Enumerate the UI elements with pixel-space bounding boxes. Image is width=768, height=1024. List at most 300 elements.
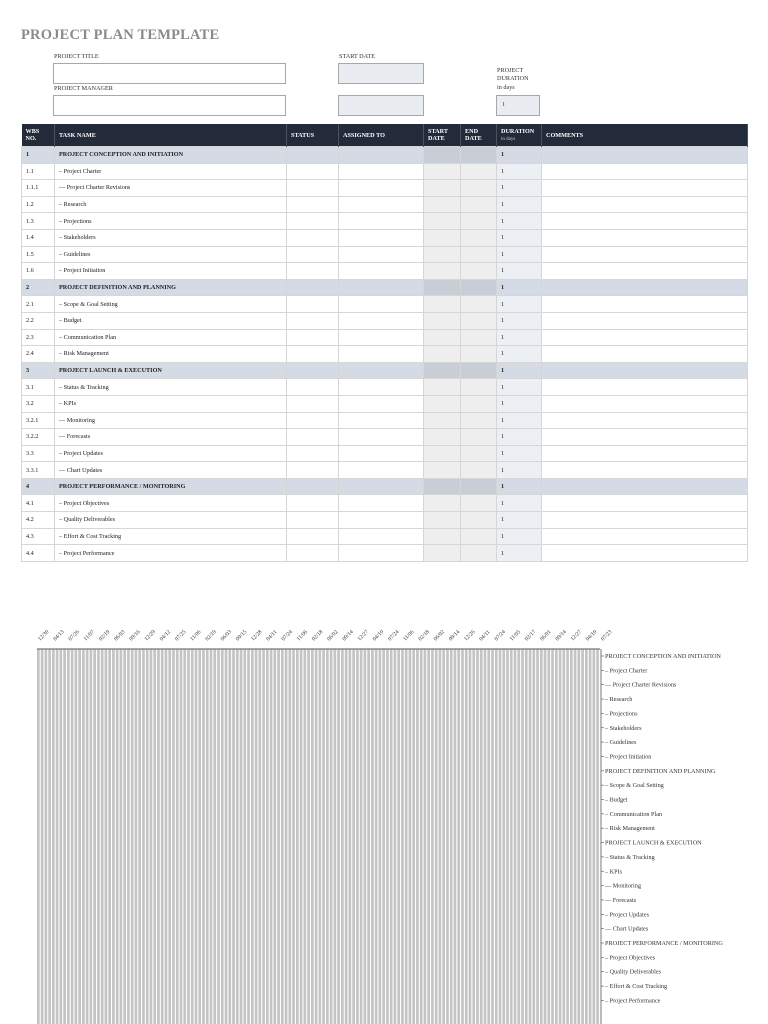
task-name-cell[interactable]: – Budget [55,312,287,329]
task-name-cell[interactable]: PROJECT LAUNCH & EXECUTION [55,362,287,379]
gantt-column-bar [157,649,160,1024]
assigned-to-cell[interactable] [339,346,424,363]
project-manager-field[interactable] [53,95,286,116]
gantt-column-bar [544,649,547,1024]
table-row [22,263,748,280]
task-name-cell[interactable]: – Risk Management [55,346,287,363]
table-row [22,312,748,329]
duration-cell[interactable]: 1 [497,296,542,313]
status-cell[interactable] [287,478,339,495]
wbs-cell[interactable]: 1.1.1 [22,180,55,197]
end-date-cell[interactable] [461,495,497,512]
wbs-cell[interactable]: 3.3.1 [22,462,55,479]
col-comments: COMMENTS [542,124,748,147]
assigned-to-cell[interactable] [339,545,424,562]
start-date-cell[interactable] [424,229,461,246]
gantt-column-bar [187,649,190,1024]
wbs-cell[interactable]: 1.2 [22,196,55,213]
gantt-column-bar [288,649,291,1024]
start-date-cell[interactable] [424,147,461,164]
end-date-cell[interactable] [461,279,497,296]
wbs-cell[interactable]: 4.1 [22,495,55,512]
start-date-cell[interactable] [424,196,461,213]
comments-cell[interactable] [542,429,748,446]
status-cell[interactable] [287,180,339,197]
duration-label-line1: PROJECT [497,67,524,74]
gantt-column-bar [183,649,186,1024]
wbs-cell[interactable]: 3.2 [22,395,55,412]
assigned-to-cell[interactable] [339,329,424,346]
gantt-column-bar [345,649,348,1024]
status-cell[interactable] [287,395,339,412]
start-date-cell[interactable] [424,512,461,529]
comments-cell[interactable] [542,445,748,462]
start-date-cell[interactable] [424,263,461,280]
start-date-cell[interactable] [424,478,461,495]
assigned-to-cell[interactable] [339,263,424,280]
status-cell[interactable] [287,163,339,180]
wbs-cell[interactable]: 1.5 [22,246,55,263]
end-date-cell[interactable] [461,412,497,429]
gantt-column-bar [446,649,449,1024]
status-cell[interactable] [287,512,339,529]
gantt-date-label: 07/25 [174,629,188,643]
project-title-label: PROJECT TITLE [54,53,99,60]
gantt-task-label: PROJECT DEFINITION AND PLANNING [605,767,716,775]
duration-cell[interactable]: 1 [497,312,542,329]
comments-cell[interactable] [542,147,748,164]
end-date-cell[interactable] [461,163,497,180]
duration-cell[interactable]: 1 [497,213,542,230]
duration-cell[interactable]: 1 [497,346,542,363]
status-cell[interactable] [287,196,339,213]
gantt-column-bar [439,649,442,1024]
task-name-cell[interactable]: – Project Initiation [55,263,287,280]
start-date-cell[interactable] [424,163,461,180]
task-name-cell[interactable]: — Monitoring [55,412,287,429]
comments-cell[interactable] [542,362,748,379]
gantt-column-bar [491,649,494,1024]
gantt-column-bar [461,649,464,1024]
gantt-column-bar [221,649,224,1024]
assigned-to-cell[interactable] [339,495,424,512]
task-name-cell[interactable]: – Status & Tracking [55,379,287,396]
table-section-row [22,478,748,495]
gantt-column-bar [341,649,344,1024]
table-row [22,512,748,529]
end-date-cell[interactable] [461,246,497,263]
gantt-column-bar [484,649,487,1024]
start-date-cell[interactable] [424,346,461,363]
duration-cell[interactable]: 1 [497,395,542,412]
duration-cell[interactable]: 1 [497,246,542,263]
project-plan-table [21,124,748,562]
status-cell[interactable] [287,263,339,280]
gantt-task-label: – KPIs [605,868,623,876]
gantt-date-label: 12/26 [463,629,477,643]
gantt-task-label: — Project Charter Revisions [605,681,677,689]
gantt-column-bar [202,649,205,1024]
assigned-to-cell[interactable] [339,379,424,396]
end-date-cell[interactable] [461,329,497,346]
duration-cell[interactable]: 1 [497,429,542,446]
gantt-task-label: — Monitoring [605,882,641,890]
table-section-row [22,147,748,164]
start-date-cell[interactable] [424,362,461,379]
gantt-column-bar [247,649,250,1024]
gantt-date-label: 07/23 [600,629,614,643]
comments-cell[interactable] [542,545,748,562]
comments-cell[interactable] [542,213,748,230]
gantt-date-label: 04/11 [478,629,492,643]
table-row [22,296,748,313]
duration-cell[interactable]: 1 [497,329,542,346]
end-date-cell[interactable] [461,545,497,562]
gantt-column-bar [75,649,78,1024]
status-cell[interactable] [287,147,339,164]
status-cell[interactable] [287,362,339,379]
comments-cell[interactable] [542,462,748,479]
task-name-cell[interactable]: PROJECT CONCEPTION AND INITIATION [55,147,287,164]
task-name-cell[interactable]: – Research [55,196,287,213]
comments-cell[interactable] [542,296,748,313]
task-name-cell[interactable]: – Stakeholders [55,229,287,246]
wbs-cell[interactable]: 1.3 [22,213,55,230]
comments-cell[interactable] [542,329,748,346]
gantt-task-label: PROJECT CONCEPTION AND INITIATION [605,653,721,660]
gantt-column-bar [180,649,183,1024]
assigned-to-cell[interactable] [339,362,424,379]
start-date-cell[interactable] [424,213,461,230]
gantt-task-label: – Communication Plan [605,810,663,818]
duration-cell[interactable]: 1 [497,263,542,280]
comments-cell[interactable] [542,495,748,512]
comments-cell[interactable] [542,346,748,363]
gantt-date-label: 02/17 [524,629,538,643]
start-date-cell[interactable] [424,528,461,545]
table-row [22,196,748,213]
duration-label-line3: in days [497,84,515,91]
wbs-cell[interactable]: 3.1 [22,379,55,396]
assigned-to-cell[interactable] [339,462,424,479]
wbs-cell[interactable]: 1.1 [22,163,55,180]
task-name-cell[interactable]: – Effort & Cost Tracking [55,528,287,545]
end-date-cell[interactable] [461,462,497,479]
wbs-cell[interactable]: 3 [22,362,55,379]
end-date-cell[interactable] [461,512,497,529]
task-name-cell[interactable]: – Project Objectives [55,495,287,512]
wbs-cell[interactable]: 4.3 [22,528,55,545]
assigned-to-cell[interactable] [339,279,424,296]
start-date-cell[interactable] [424,312,461,329]
assigned-to-cell[interactable] [339,512,424,529]
wbs-cell[interactable]: 2.4 [22,346,55,363]
task-name-cell[interactable]: — Forecasts [55,429,287,446]
duration-cell[interactable]: 1 [497,478,542,495]
wbs-cell[interactable]: 4.2 [22,512,55,529]
duration-cell[interactable]: 1 [497,379,542,396]
end-date-cell[interactable] [461,312,497,329]
gantt-column-bar [135,649,138,1024]
comments-cell[interactable] [542,180,748,197]
comments-cell[interactable] [542,263,748,280]
duration-cell[interactable]: 1 [497,528,542,545]
end-date-cell[interactable] [461,429,497,446]
status-cell[interactable] [287,229,339,246]
task-name-cell[interactable]: – Communication Plan [55,329,287,346]
start-date-cell[interactable] [424,246,461,263]
comments-cell[interactable] [542,246,748,263]
task-name-cell[interactable]: PROJECT DEFINITION AND PLANNING [55,279,287,296]
gantt-column-bar [168,649,171,1024]
comments-cell[interactable] [542,196,748,213]
task-name-cell[interactable]: – Scope & Goal Setting [55,296,287,313]
col-end-date: END DATE [461,124,497,147]
duration-cell[interactable]: 1 [497,512,542,529]
gantt-column-bar [292,649,295,1024]
status-cell[interactable] [287,329,339,346]
gantt-column-bar [52,649,55,1024]
gantt-task-label: — Forecasts [605,896,637,904]
start-date-cell[interactable] [424,296,461,313]
assigned-to-cell[interactable] [339,412,424,429]
gantt-column-bar [349,649,352,1024]
end-date-cell[interactable] [461,362,497,379]
gantt-column-bar [326,649,329,1024]
duration-cell[interactable]: 1 [497,462,542,479]
status-cell[interactable] [287,412,339,429]
table-row [22,528,748,545]
col-start-date: START DATE [424,124,461,147]
start-date-cell[interactable] [424,445,461,462]
start-date-field[interactable] [338,63,424,84]
comments-cell[interactable] [542,279,748,296]
start-date-cell[interactable] [424,279,461,296]
gantt-column-bar [82,649,85,1024]
gantt-date-label: 12/27 [356,629,370,643]
gantt-column-bar [585,649,588,1024]
assigned-to-cell[interactable] [339,528,424,545]
assigned-to-cell[interactable] [339,229,424,246]
gantt-date-label: 12/28 [250,629,264,643]
gantt-column-bar [78,649,81,1024]
wbs-cell[interactable]: 2.3 [22,329,55,346]
gantt-column-bar [495,649,498,1024]
task-name-cell[interactable]: – Guidelines [55,246,287,263]
status-cell[interactable] [287,312,339,329]
col-assigned-to: ASSIGNED TO [339,124,424,147]
gantt-date-label: 09/14 [554,629,568,643]
wbs-cell[interactable]: 1 [22,147,55,164]
comments-cell[interactable] [542,412,748,429]
comments-cell[interactable] [542,478,748,495]
comments-cell[interactable] [542,395,748,412]
wbs-cell[interactable]: 1.6 [22,263,55,280]
assigned-to-cell[interactable] [339,246,424,263]
status-cell[interactable] [287,495,339,512]
status-cell[interactable] [287,279,339,296]
end-date-cell[interactable] [461,180,497,197]
duration-cell[interactable]: 1 [497,163,542,180]
start-date-cell[interactable] [424,379,461,396]
end-date-cell[interactable] [461,445,497,462]
start-date-cell[interactable] [424,495,461,512]
gantt-column-bar [303,649,306,1024]
start-date-cell[interactable] [424,545,461,562]
comments-cell[interactable] [542,379,748,396]
assigned-to-cell[interactable] [339,395,424,412]
end-date-cell[interactable] [461,147,497,164]
gantt-column-bar [581,649,584,1024]
duration-cell[interactable]: 1 [497,495,542,512]
status-cell[interactable] [287,379,339,396]
start-date-label: START DATE [339,53,375,60]
assigned-to-cell[interactable] [339,147,424,164]
end-date-cell[interactable] [461,478,497,495]
gantt-task-label: – Effort & Cost Tracking [605,983,668,991]
duration-cell[interactable]: 1 [497,545,542,562]
comments-cell[interactable] [542,528,748,545]
wbs-cell[interactable]: 3.2.1 [22,412,55,429]
duration-cell[interactable]: 1 [497,279,542,296]
secondary-date-field[interactable] [338,95,424,116]
comments-cell[interactable] [542,229,748,246]
task-name-cell[interactable]: – KPIs [55,395,287,412]
task-name-cell[interactable]: — Project Charter Revisions [55,180,287,197]
start-date-cell[interactable] [424,412,461,429]
gantt-column-bar [435,649,438,1024]
gantt-task-label: – Guidelines [605,739,637,747]
comments-cell[interactable] [542,163,748,180]
task-name-cell[interactable]: PROJECT PERFORMANCE / MONITORING [55,478,287,495]
status-cell[interactable] [287,346,339,363]
gantt-column-bar [153,649,156,1024]
end-date-cell[interactable] [461,229,497,246]
gantt-column-bar [431,649,434,1024]
assigned-to-cell[interactable] [339,478,424,495]
gantt-column-bar [112,649,115,1024]
task-name-cell[interactable]: — Chart Updates [55,462,287,479]
gantt-column-bar [311,649,314,1024]
gantt-column-bar [93,649,96,1024]
end-date-cell[interactable] [461,528,497,545]
gantt-column-bar [232,649,235,1024]
status-cell[interactable] [287,296,339,313]
gantt-date-label: 07/26 [67,629,81,643]
duration-cell[interactable]: 1 [497,180,542,197]
gantt-column-bar [427,649,430,1024]
gantt-column-bar [547,649,550,1024]
gantt-column-bar [228,649,231,1024]
end-date-cell[interactable] [461,196,497,213]
wbs-cell[interactable]: 4.4 [22,545,55,562]
end-date-cell[interactable] [461,213,497,230]
gantt-column-bar [277,649,280,1024]
assigned-to-cell[interactable] [339,163,424,180]
wbs-cell[interactable]: 3.3 [22,445,55,462]
gantt-column-bar [315,649,318,1024]
assigned-to-cell[interactable] [339,180,424,197]
wbs-cell[interactable]: 2.2 [22,312,55,329]
gantt-date-label: 04/11 [265,629,279,643]
assigned-to-cell[interactable] [339,213,424,230]
status-cell[interactable] [287,545,339,562]
gantt-column-bar [566,649,569,1024]
end-date-cell[interactable] [461,395,497,412]
wbs-cell[interactable]: 2.1 [22,296,55,313]
task-name-cell[interactable]: – Project Performance [55,545,287,562]
end-date-cell[interactable] [461,296,497,313]
assigned-to-cell[interactable] [339,196,424,213]
gantt-date-label: 06/02 [326,629,340,643]
assigned-to-cell[interactable] [339,296,424,313]
status-cell[interactable] [287,528,339,545]
duration-cell[interactable]: 1 [497,196,542,213]
gantt-column-bar [559,649,562,1024]
gantt-column-bar [364,649,367,1024]
duration-cell[interactable]: 1 [497,229,542,246]
gantt-column-bar [45,649,48,1024]
project-title-field[interactable] [53,63,286,84]
task-name-cell[interactable]: – Project Updates [55,445,287,462]
gantt-column-bar [243,649,246,1024]
start-date-cell[interactable] [424,395,461,412]
wbs-cell[interactable]: 2 [22,279,55,296]
end-date-cell[interactable] [461,379,497,396]
start-date-cell[interactable] [424,429,461,446]
gantt-column-bar [296,649,299,1024]
wbs-cell[interactable]: 3.2.2 [22,429,55,446]
gantt-column-bar [337,649,340,1024]
table-row [22,379,748,396]
wbs-cell[interactable]: 1.4 [22,229,55,246]
comments-cell[interactable] [542,512,748,529]
gantt-task-label: – Project Initiation [605,753,652,761]
duration-cell[interactable]: 1 [497,445,542,462]
wbs-cell[interactable]: 4 [22,478,55,495]
start-date-cell[interactable] [424,180,461,197]
assigned-to-cell[interactable] [339,429,424,446]
status-cell[interactable] [287,213,339,230]
gantt-task-label: – Project Charter [605,667,648,675]
table-header-row [22,124,748,147]
status-cell[interactable] [287,445,339,462]
task-name-cell[interactable]: – Projections [55,213,287,230]
duration-cell[interactable]: 1 [497,412,542,429]
gantt-date-label: 02/18 [417,629,431,643]
start-date-cell[interactable] [424,462,461,479]
duration-cell[interactable]: 1 [497,147,542,164]
status-cell[interactable] [287,246,339,263]
status-cell[interactable] [287,462,339,479]
status-cell[interactable] [287,429,339,446]
gantt-column-bar [195,649,198,1024]
end-date-cell[interactable] [461,346,497,363]
gantt-task-label: – Project Updates [605,911,649,919]
table-row [22,395,748,412]
assigned-to-cell[interactable] [339,312,424,329]
start-date-cell[interactable] [424,329,461,346]
task-name-cell[interactable]: – Quality Deliverables [55,512,287,529]
end-date-cell[interactable] [461,263,497,280]
gantt-column-bar [123,649,126,1024]
assigned-to-cell[interactable] [339,445,424,462]
table-row [22,412,748,429]
duration-cell[interactable]: 1 [497,362,542,379]
task-name-cell[interactable]: – Project Charter [55,163,287,180]
gantt-date-label: 06/03 [219,629,234,643]
comments-cell[interactable] [542,312,748,329]
